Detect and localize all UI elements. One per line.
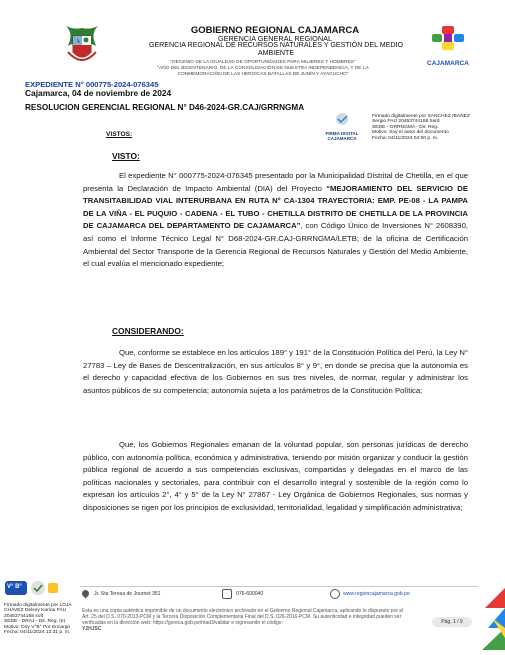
motto-line-2: "AÑO DEL BICENTENARIO, DE LA CONSOLIDACIÓN DE NUESTRA INDEPENDENCIA, Y DE LA bbox=[157, 66, 369, 71]
signature-bottom-line: 20453744168 soft bbox=[4, 613, 44, 619]
expediente-number: EXPEDIENTE N° 000775-2024-076345 bbox=[25, 80, 159, 89]
verification-code: Y2HJSC bbox=[82, 626, 102, 632]
signature-bottom-details bbox=[4, 603, 84, 635]
signature-bottom-line: Fecha: 04/11/2024 12:31 p. m. bbox=[4, 630, 71, 636]
signature-top-line: SEDE - GRRNGMA - Dir. Reg. bbox=[372, 124, 439, 130]
signature-bottom-line: Firmado digitalmente por LOJA bbox=[4, 603, 72, 608]
corner-decoration bbox=[480, 588, 505, 650]
signature-bottom-line: SEDE - DRAJ - Dir. Reg. (e) bbox=[4, 619, 66, 625]
footer-address: Jr. Sta Teresa de Journet 351 bbox=[94, 591, 161, 597]
signature-top-line: Fecha: 04/11/2024 04:50 p. m. bbox=[372, 135, 439, 141]
badge-subtitle: CAJAMARCA bbox=[327, 136, 357, 141]
signature-top-line: Firmado digitalmente por SANCHEZ IBAÑEZ bbox=[372, 114, 470, 119]
location-icon bbox=[81, 589, 91, 599]
paragraph-visto bbox=[83, 170, 468, 271]
footer-phone: 076-600040 bbox=[236, 591, 264, 597]
footer-divider bbox=[80, 586, 478, 587]
paragraph-text: , con Código Único de Inversiones N° 2608390, así como el Informe Técnico Legal N° D68-2024-GR.CAJ-GRRNGMA/LETB; de la oficina de Certificación Ambiental del Sector Transporte de la Gerencia Regional de Recursos Naturales y Gestión del Medio Ambiente, el cual evalúa el mencionado expediente; bbox=[83, 221, 468, 269]
disclaimer-text: Esta es una copia auténtica imprimible de un documento electrónico archivado en el Gobierno Regional Cajamarca, aplicando lo dispuesto por el Art. 25 del D.S. 070-2013-PCM y la Tercera Disposición Complementaria Final del D.S. 026-2016-PCM. Su autenticidad e integridad pueden ser verificadas en la dirección web: https://goreca.gob.pe/mad3/validar e ingresando el código: bbox=[82, 608, 404, 626]
department-title: GERENCIA REGIONAL DE RECURSOS NATURALES Y GESTIÓN DEL MEDIO AMBIENTE bbox=[148, 41, 404, 57]
paragraph-text: El expediente N° 000775-2024-076345 presentado por la Municipalidad Distrital de Chetilla, en el que presenta la Declaración de Impacto Ambiental (DIA) del Proyecto bbox=[83, 171, 468, 193]
paragraph-considerando-2 bbox=[83, 439, 468, 515]
signature-bottom-line: CHAVEZ Delsey Karina FAU bbox=[4, 608, 67, 614]
document-date: Cajamarca, 04 de noviembre de 2024 bbox=[25, 88, 172, 98]
org-subtitle: GERENCIA GENERAL REGIONAL bbox=[217, 34, 333, 43]
vb-stamp bbox=[4, 577, 70, 599]
project-name: “MEJORAMIENTO DEL SERVICIO DE TRANSITABILIDAD VIAL INTERURBANA EN RUTA N° CA-1304 TRAYECTORIA: EMP. PE-08 - LA PAMPA DE LA VIÑA - EL PUQUIO - CADENA - EL TUBO - CHETILLA DISTRITO DE CHETILLA DE LA PROVINCIA DE CAJAMARCA DEL DEPARTAMENTO DE CAJAMARCA” bbox=[83, 183, 468, 231]
signature-top-details bbox=[372, 114, 482, 141]
globe-icon bbox=[330, 589, 340, 599]
logo-text: CAJAMARCA bbox=[427, 60, 469, 67]
visto-heading: VISTO: bbox=[112, 151, 140, 161]
signature-top-line: Motivo: Soy el autor del documento bbox=[372, 130, 449, 136]
considerando-heading: CONSIDERANDO: bbox=[112, 326, 184, 336]
signature-top-line: Sergio FAU 20453744168 hard bbox=[372, 119, 440, 125]
motto-line-3: CONMEMORACIÓN DE LAS HEROICAS BATALLAS DE JUNÍN Y AYACUCHO" bbox=[177, 72, 349, 77]
vb-label: V° B° bbox=[7, 584, 22, 590]
paragraph-considerando-1 bbox=[83, 347, 468, 397]
page-indicator: Pág. 1 / 9 bbox=[432, 617, 472, 627]
motto-line-1: "DECENIO DE LA IGUALDAD DE OPORTUNIDADES PARA MUJERES Y HOMBRES" bbox=[170, 60, 356, 65]
cajamarca-logo bbox=[422, 24, 474, 67]
org-title: GOBIERNO REGIONAL CAJAMARCA bbox=[190, 25, 360, 36]
vistos-label: VISTOS: bbox=[106, 131, 133, 138]
footer-disclaimer bbox=[82, 608, 412, 632]
paragraph-text: Que, los Gobiernos Regionales emanan de la voluntad popular, son personas jurídicas de derecho público, con autonomía política, económica y administrativa, teniendo por misión organizar y conducir la gestión pública regional de acuerdo a sus competencias exclusivas, compartidas y delegadas en el marco de las políticas nacionales y sectoriales, para contribuir con el desarrollo integral y sostenible de la región como lo expresan los artículos 2°, 4° y 5° de la Ley N° 27867 - Ley Orgánica de Gobiernos Regionales, sus normas y disposiciones se rigen por los principios de exclusividad, territorialidad, legalidad y simplificación administrativa; bbox=[83, 440, 468, 512]
digital-signature-badge bbox=[318, 112, 366, 140]
resolution-title: RESOLUCION GERENCIAL REGIONAL N° D46-2024-GR.CAJ/GRRNGMA bbox=[25, 103, 305, 112]
signature-bottom-line: Motivo: Doy V°B° Por Encargo bbox=[4, 624, 71, 630]
badge-title: FIRMA DIGITAL bbox=[325, 131, 359, 136]
coat-of-arms-seal bbox=[62, 22, 102, 70]
phone-icon bbox=[222, 589, 232, 599]
paragraph-text: Que, conforme se establece en los artículos 189° y 191° de la Constitución Política del Perú, la Ley N° 27783 – Ley de Bases de Descentralización, en sus artículos 8° y 9°, en donde se precisa que la autonomía es el derecho y capacidad efectiva de los Gobiernos en sus tres niveles, de normar, regular y administrar los asuntos públicos de su competencia; autonomía sujeta a los parámetros de la Constitución Política; bbox=[83, 348, 468, 395]
footer-website[interactable]: www.regioncajamarca.gob.pe bbox=[343, 591, 410, 597]
